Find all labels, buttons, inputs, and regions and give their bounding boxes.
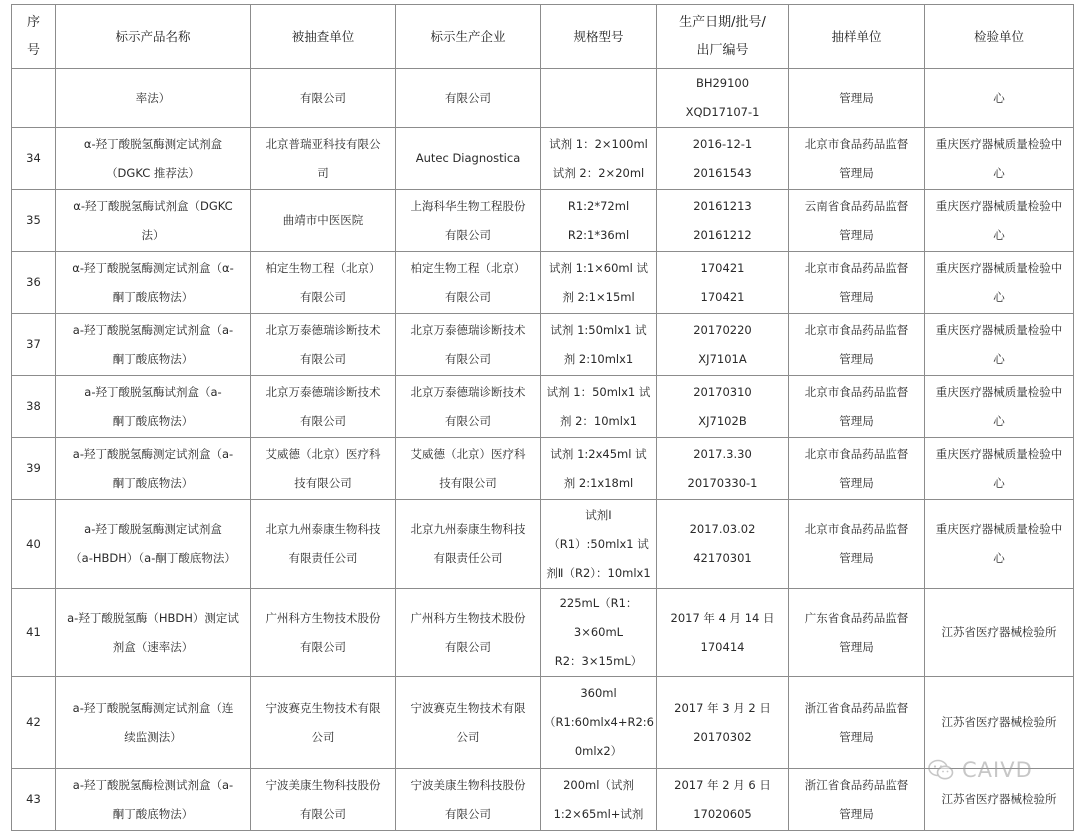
cell-spec: 试剂 1:50mlx1 试 剂 2:10mlx1 [541, 314, 657, 376]
cell-inspection-unit: 江苏省医疗器械检验所 [925, 589, 1074, 677]
column-header-spec: 规格型号 [541, 5, 657, 69]
header-row [12, 5, 1074, 69]
cell-manufacturer: 上海科华生物工程股份 有限公司 [396, 190, 541, 252]
cell-seq: 41 [12, 589, 56, 677]
cell-spec: 360ml （R1:60mlx4+R2:6 0mlx2） [541, 677, 657, 769]
cell-inspection-unit: 重庆医疗器械质量检验中 心 [925, 376, 1074, 438]
cell-sampled-unit: 北京普瑞亚科技有限公 司 [251, 128, 396, 190]
table-row [12, 128, 1074, 190]
cell-seq: 40 [12, 500, 56, 589]
watermark-text: CAIVD [962, 758, 1033, 782]
table-row [12, 769, 1074, 831]
table-body [12, 69, 1074, 831]
cell-product: a-羟丁酸脱氢酶测定试剂盒（a- 酮丁酸底物法） [56, 314, 251, 376]
cell-batch: 2017.3.30 20170330-1 [657, 438, 789, 500]
cell-sampling-unit: 北京市食品药品监督 管理局 [789, 438, 925, 500]
cell-batch: 20161213 20161212 [657, 190, 789, 252]
cell-manufacturer: 北京万泰德瑞诊断技术 有限公司 [396, 314, 541, 376]
cell-sampled-unit: 宁波美康生物科技股份 有限公司 [251, 769, 396, 831]
cell-sampled-unit: 宁波赛克生物技术有限 公司 [251, 677, 396, 769]
cell-inspection-unit: 重庆医疗器械质量检验中 心 [925, 128, 1074, 190]
cell-sampled-unit: 艾威德（北京）医疗科 技有限公司 [251, 438, 396, 500]
cell-sampled-unit: 北京万泰德瑞诊断技术 有限公司 [251, 314, 396, 376]
cell-inspection-unit: 江苏省医疗器械检验所 [925, 677, 1074, 769]
cell-product: a-羟丁酸脱氢酶测定试剂盒（连 续监测法） [56, 677, 251, 769]
cell-product: a-羟丁酸脱氢酶测定试剂盒（a- 酮丁酸底物法） [56, 438, 251, 500]
cell-seq: 34 [12, 128, 56, 190]
table-row [12, 252, 1074, 314]
cell-sampling-unit: 云南省食品药品监督 管理局 [789, 190, 925, 252]
column-header-batch: 生产日期/批号/ 出厂编号 [657, 5, 789, 69]
cell-seq: 42 [12, 677, 56, 769]
cell-manufacturer: 有限公司 [396, 69, 541, 128]
cell-manufacturer: 艾威德（北京）医疗科 技有限公司 [396, 438, 541, 500]
cell-batch: 20170310 XJ7102B [657, 376, 789, 438]
cell-product: 率法） [56, 69, 251, 128]
cell-sampling-unit: 浙江省食品药品监督 管理局 [789, 769, 925, 831]
cell-seq: 35 [12, 190, 56, 252]
table-row [12, 190, 1074, 252]
inspection-table [11, 4, 1074, 831]
cell-batch: 170421 170421 [657, 252, 789, 314]
cell-spec: 225mL（R1：3×60mL R2：3×15mL） [541, 589, 657, 677]
table-row [12, 314, 1074, 376]
cell-manufacturer: 宁波美康生物科技股份 有限公司 [396, 769, 541, 831]
cell-sampling-unit: 北京市食品药品监督 管理局 [789, 252, 925, 314]
cell-batch: 2017 年 4 月 14 日 170414 [657, 589, 789, 677]
cell-batch: BH29100 XQD17107-1 [657, 69, 789, 128]
cell-seq [12, 69, 56, 128]
column-header-product: 标示产品名称 [56, 5, 251, 69]
cell-spec [541, 69, 657, 128]
cell-manufacturer: 广州科方生物技术股份 有限公司 [396, 589, 541, 677]
cell-batch: 2017 年 2 月 6 日 17020605 [657, 769, 789, 831]
cell-sampling-unit: 北京市食品药品监督 管理局 [789, 314, 925, 376]
cell-inspection-unit: 重庆医疗器械质量检验中 心 [925, 314, 1074, 376]
cell-spec: 试剂 1：2×100ml 试剂 2：2×20ml [541, 128, 657, 190]
cell-sampling-unit: 北京市食品药品监督 管理局 [789, 376, 925, 438]
cell-manufacturer: 北京九州泰康生物科技 有限责任公司 [396, 500, 541, 589]
cell-inspection-unit: 心 [925, 69, 1074, 128]
cell-product: α-羟丁酸脱氢酶试剂盒（DGKC 法） [56, 190, 251, 252]
cell-inspection-unit: 重庆医疗器械质量检验中 心 [925, 500, 1074, 589]
cell-manufacturer: 北京万泰德瑞诊断技术 有限公司 [396, 376, 541, 438]
cell-sampling-unit: 北京市食品药品监督 管理局 [789, 128, 925, 190]
table-row [12, 376, 1074, 438]
cell-spec: 试剂 1：50mlx1 试 剂 2：10mlx1 [541, 376, 657, 438]
cell-manufacturer: 宁波赛克生物技术有限 公司 [396, 677, 541, 769]
table-row [12, 589, 1074, 677]
cell-seq: 43 [12, 769, 56, 831]
cell-sampled-unit: 北京万泰德瑞诊断技术 有限公司 [251, 376, 396, 438]
table-header [12, 5, 1074, 69]
cell-spec: 试剂 1:1×60ml 试 剂 2:1×15ml [541, 252, 657, 314]
cell-seq: 36 [12, 252, 56, 314]
cell-sampling-unit: 管理局 [789, 69, 925, 128]
cell-seq: 37 [12, 314, 56, 376]
cell-seq: 38 [12, 376, 56, 438]
cell-manufacturer: Autec Diagnostica [396, 128, 541, 190]
cell-sampled-unit: 曲靖市中医医院 [251, 190, 396, 252]
column-header-sampled-unit: 被抽查单位 [251, 5, 396, 69]
cell-product: a-羟丁酸脱氢酶（HBDH）测定试 剂盒（速率法） [56, 589, 251, 677]
cell-spec: 200ml（试剂 1:2×65ml+试剂 [541, 769, 657, 831]
table-row [12, 438, 1074, 500]
table-row [12, 69, 1074, 128]
cell-manufacturer: 柏定生物工程（北京） 有限公司 [396, 252, 541, 314]
cell-product: a-羟丁酸脱氢酶测定试剂盒 （a-HBDH）（a-酮丁酸底物法） [56, 500, 251, 589]
cell-batch: 2017.03.02 42170301 [657, 500, 789, 589]
column-header-inspection-unit: 检验单位 [925, 5, 1074, 69]
cell-sampling-unit: 北京市食品药品监督 管理局 [789, 500, 925, 589]
cell-batch: 2016-12-1 20161543 [657, 128, 789, 190]
cell-sampled-unit: 北京九州泰康生物科技 有限责任公司 [251, 500, 396, 589]
cell-inspection-unit: 重庆医疗器械质量检验中 心 [925, 252, 1074, 314]
cell-product: α-羟丁酸脱氢酶测定试剂盒 （DGKC 推荐法） [56, 128, 251, 190]
column-header-seq: 序 号 [12, 5, 56, 69]
cell-product: a-羟丁酸脱氢酶试剂盒（a- 酮丁酸底物法） [56, 376, 251, 438]
column-header-manufacturer: 标示生产企业 [396, 5, 541, 69]
cell-batch: 2017 年 3 月 2 日 20170302 [657, 677, 789, 769]
cell-inspection-unit: 江苏省医疗器械检验所 [925, 769, 1074, 831]
table-row [12, 677, 1074, 769]
cell-spec: R1:2*72ml R2:1*36ml [541, 190, 657, 252]
cell-spec: 试剂 1:2x45ml 试 剂 2:1x18ml [541, 438, 657, 500]
cell-product: a-羟丁酸脱氢酶检测试剂盒（a- 酮丁酸底物法） [56, 769, 251, 831]
cell-inspection-unit: 重庆医疗器械质量检验中 心 [925, 190, 1074, 252]
column-header-sampling-unit: 抽样单位 [789, 5, 925, 69]
cell-sampled-unit: 柏定生物工程（北京） 有限公司 [251, 252, 396, 314]
cell-seq: 39 [12, 438, 56, 500]
cell-sampling-unit: 广东省食品药品监督 管理局 [789, 589, 925, 677]
cell-batch: 20170220 XJ7101A [657, 314, 789, 376]
table-row [12, 500, 1074, 589]
cell-product: α-羟丁酸脱氢酶测定试剂盒（α- 酮丁酸底物法） [56, 252, 251, 314]
cell-inspection-unit: 重庆医疗器械质量检验中 心 [925, 438, 1074, 500]
cell-spec: 试剂Ⅰ （R1）:50mlx1 试 剂Ⅱ（R2）：10mlx1 [541, 500, 657, 589]
cell-sampled-unit: 有限公司 [251, 69, 396, 128]
cell-sampled-unit: 广州科方生物技术股份 有限公司 [251, 589, 396, 677]
cell-sampling-unit: 浙江省食品药品监督 管理局 [789, 677, 925, 769]
